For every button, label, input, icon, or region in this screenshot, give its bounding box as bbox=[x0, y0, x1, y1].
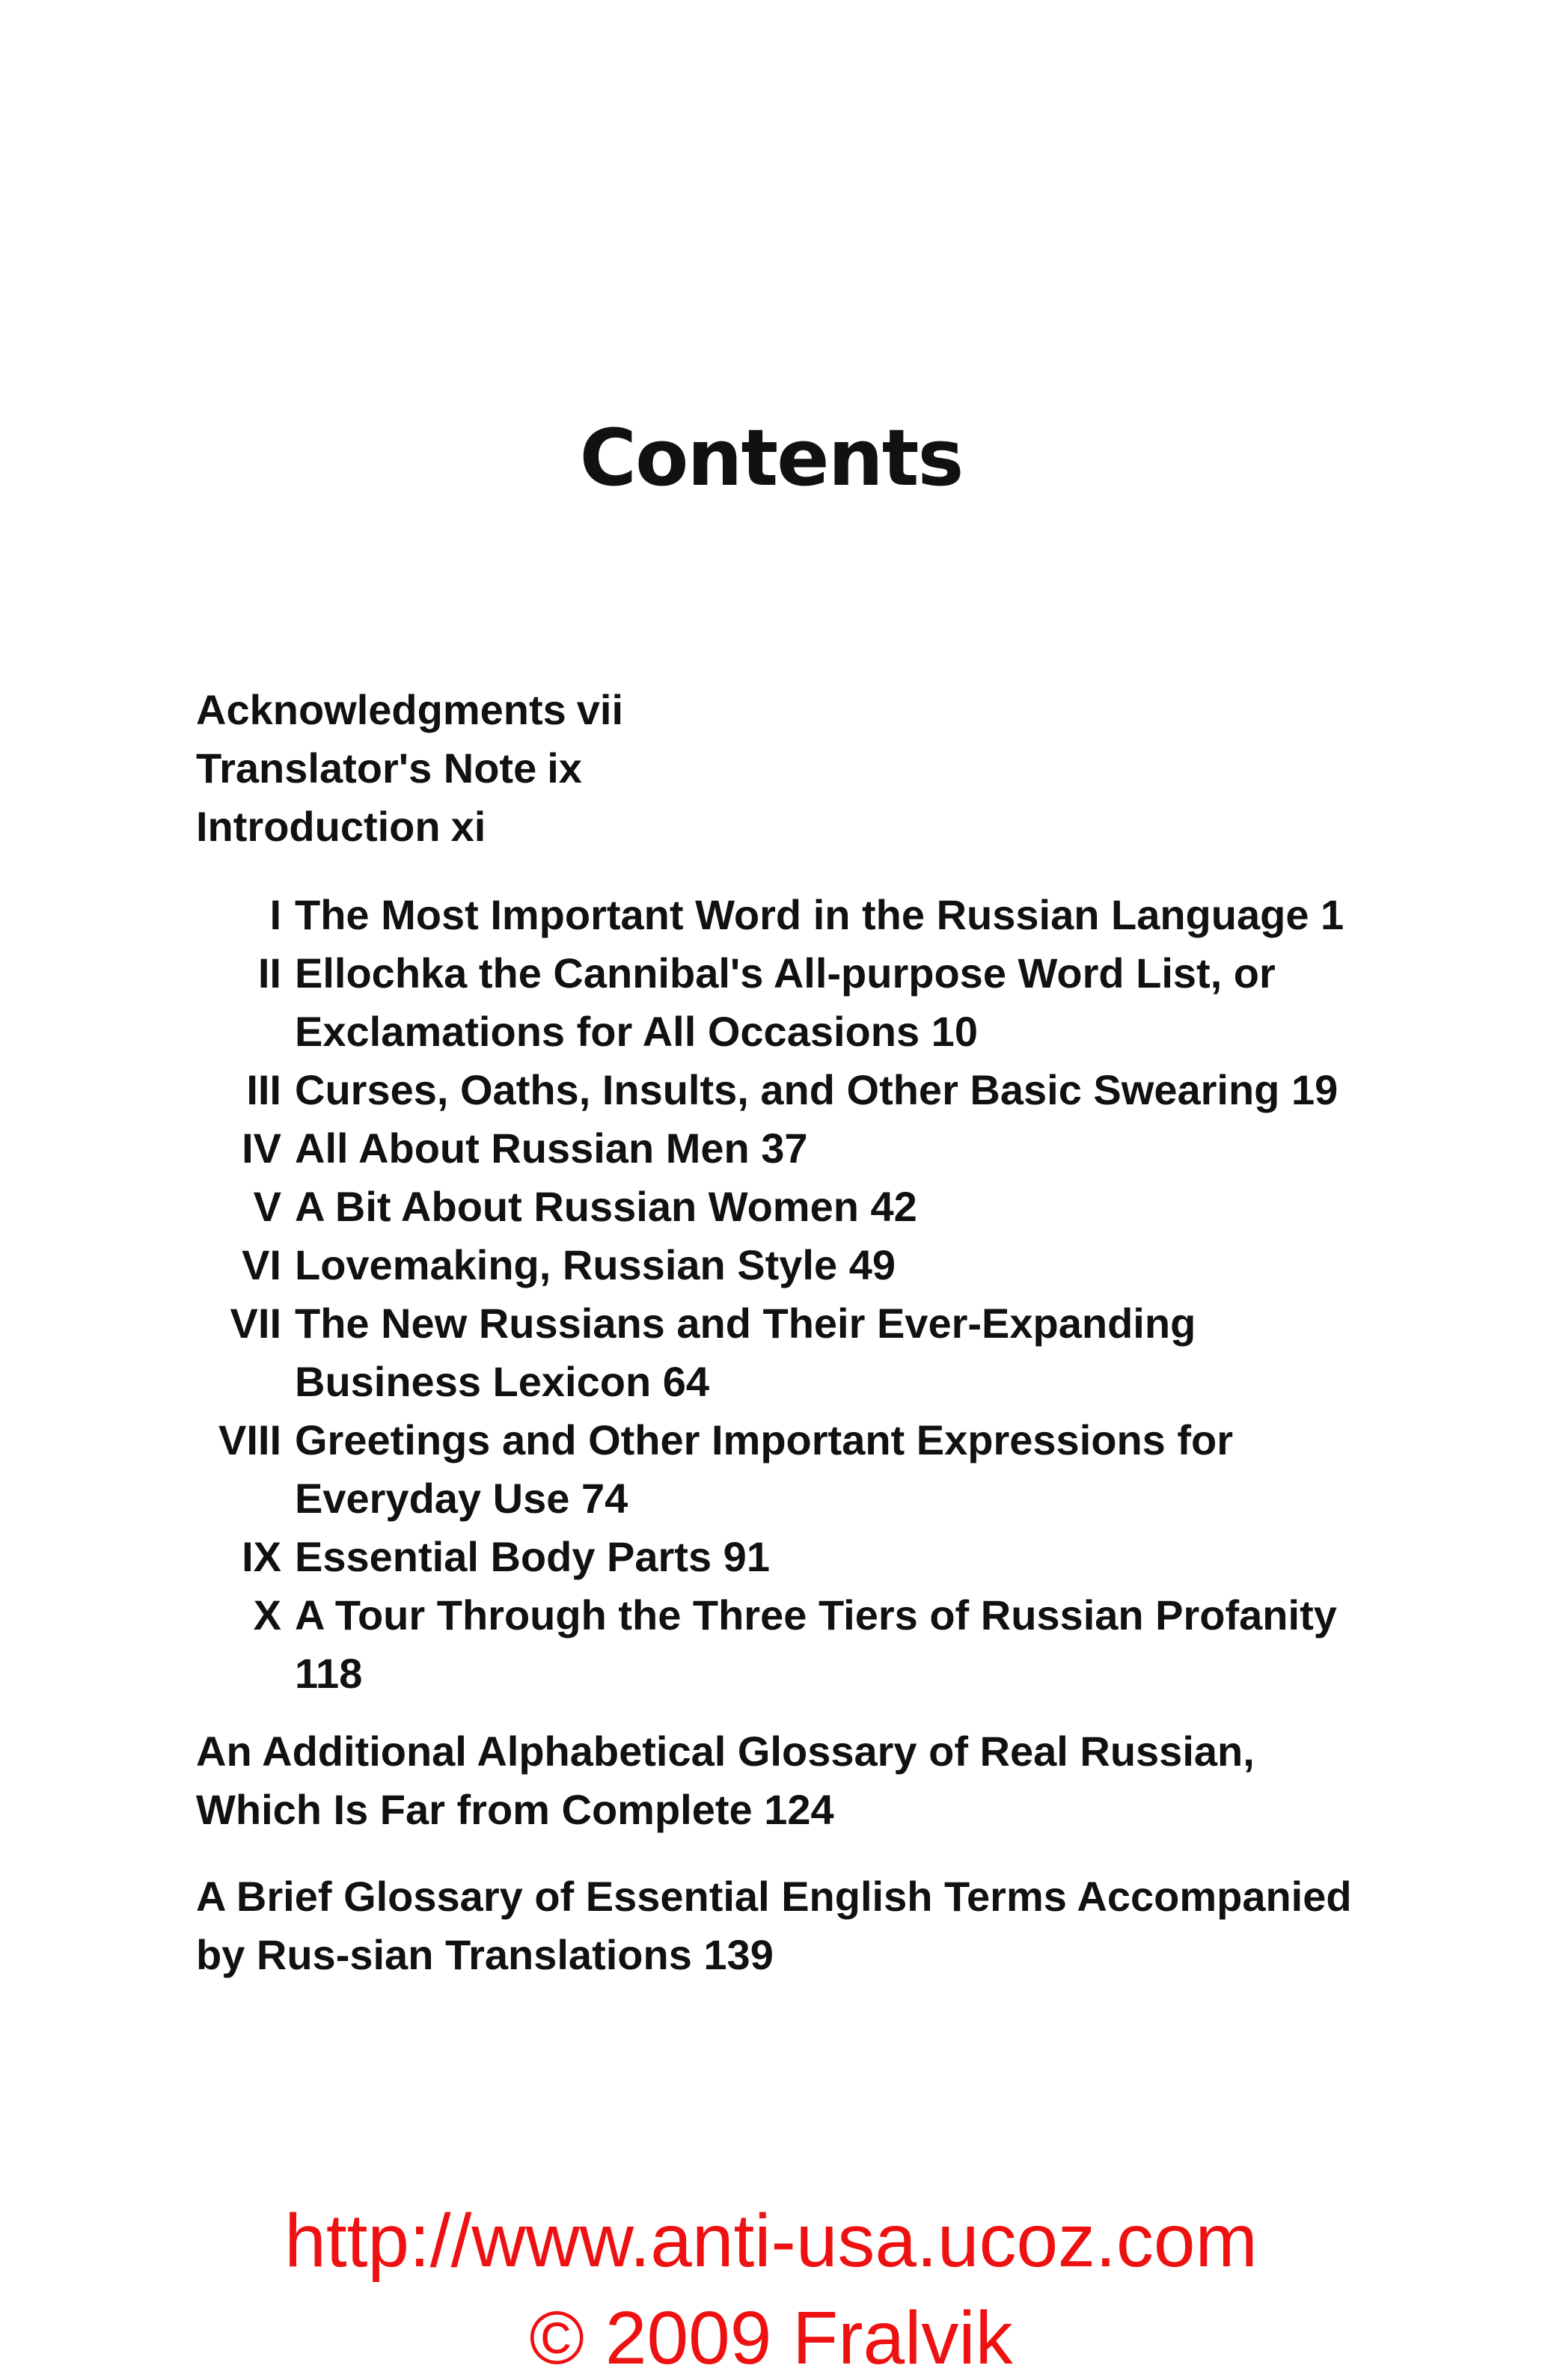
toc-entry-page: ix bbox=[547, 744, 582, 792]
chapter-number: V bbox=[253, 1183, 281, 1230]
chapter-number: IV bbox=[242, 1125, 281, 1172]
chapter-page: 37 bbox=[761, 1125, 808, 1172]
chapter-page: 49 bbox=[848, 1241, 896, 1288]
toc-entry-page: 124 bbox=[764, 1786, 834, 1833]
chapter-title: Essential Body Parts bbox=[295, 1533, 712, 1580]
watermark-copyright: © 2009 Fralvik bbox=[529, 2296, 1013, 2380]
chapter-title: The Most Important Word in the Russian Language bbox=[295, 891, 1309, 938]
chapter-page: 1 bbox=[1321, 891, 1344, 938]
chapter-number: II bbox=[257, 949, 281, 997]
chapter-number: I bbox=[269, 891, 281, 938]
toc-entry-chapter-9[interactable] bbox=[196, 1528, 1378, 1586]
chapter-title: A Bit About Russian Women bbox=[295, 1183, 859, 1230]
toc-entry-translators-note[interactable] bbox=[196, 739, 1378, 798]
chapter-page: 91 bbox=[723, 1533, 770, 1580]
chapter-page: 42 bbox=[870, 1183, 917, 1230]
chapter-title: Ellochka the Cannibal's All-purpose Word List, or Exclamations for All Occasions bbox=[295, 949, 1276, 1055]
toc-entry-chapter-8[interactable] bbox=[196, 1411, 1378, 1528]
toc-entry-additional-glossary[interactable] bbox=[196, 1722, 1378, 1839]
toc-entry-acknowledgments[interactable] bbox=[196, 681, 1378, 739]
toc-entry-page: vii bbox=[576, 686, 624, 733]
chapter-title: Lovemaking, Russian Style bbox=[295, 1241, 838, 1288]
table-of-contents bbox=[196, 681, 1378, 1984]
toc-entry-chapter-5[interactable] bbox=[196, 1178, 1378, 1236]
toc-entry-label: Acknowledgments bbox=[196, 686, 566, 733]
toc-entry-label: A Brief Glossary of Essential English Terms Accompanied by Rus-sian Translations bbox=[196, 1873, 1352, 1978]
chapter-number: X bbox=[253, 1591, 281, 1639]
toc-entry-introduction[interactable] bbox=[196, 798, 1378, 856]
chapter-page: 19 bbox=[1291, 1066, 1338, 1113]
toc-entry-chapter-10[interactable] bbox=[196, 1586, 1378, 1703]
page-title: Contents bbox=[579, 412, 963, 504]
chapter-number: VIII bbox=[218, 1416, 281, 1463]
front-matter-list bbox=[196, 681, 1378, 856]
chapter-list bbox=[196, 886, 1378, 1703]
chapter-title: A Tour Through the Three Tiers of Russian Profanity bbox=[295, 1591, 1337, 1639]
chapter-title: Greetings and Other Important Expressions for Everyday Use bbox=[295, 1416, 1234, 1522]
toc-entry-chapter-7[interactable] bbox=[196, 1294, 1378, 1411]
chapter-page: 118 bbox=[295, 1650, 363, 1697]
toc-entry-label: Translator's Note bbox=[196, 744, 537, 792]
toc-entry-chapter-2[interactable] bbox=[196, 944, 1378, 1061]
toc-entry-chapter-4[interactable] bbox=[196, 1119, 1378, 1178]
chapter-title: All About Russian Men bbox=[295, 1125, 750, 1172]
chapter-number: IX bbox=[242, 1533, 281, 1580]
chapter-title: Curses, Oaths, Insults, and Other Basic Swearing bbox=[295, 1066, 1280, 1113]
watermark-url: http://www.anti-usa.ucoz.com bbox=[284, 2199, 1258, 2283]
toc-entry-english-glossary[interactable] bbox=[196, 1867, 1378, 1984]
toc-entry-chapter-6[interactable] bbox=[196, 1236, 1378, 1294]
toc-entry-label: Introduction bbox=[196, 803, 441, 850]
chapter-page: 64 bbox=[662, 1358, 710, 1405]
toc-entry-page: xi bbox=[450, 803, 486, 850]
toc-entry-page: 139 bbox=[703, 1931, 774, 1978]
toc-entry-label: An Additional Alphabetical Glossary of Real Russian, Which Is Far from Complete bbox=[196, 1728, 1255, 1833]
chapter-number: VI bbox=[242, 1241, 281, 1288]
chapter-number: III bbox=[246, 1066, 281, 1113]
toc-entry-chapter-1[interactable] bbox=[196, 886, 1378, 944]
chapter-title: The New Russians and Their Ever-Expanding Business Lexicon bbox=[295, 1300, 1196, 1405]
chapter-page: 74 bbox=[581, 1475, 628, 1522]
chapter-page: 10 bbox=[931, 1008, 978, 1055]
chapter-number: VII bbox=[230, 1300, 281, 1347]
toc-entry-chapter-3[interactable] bbox=[196, 1061, 1378, 1119]
